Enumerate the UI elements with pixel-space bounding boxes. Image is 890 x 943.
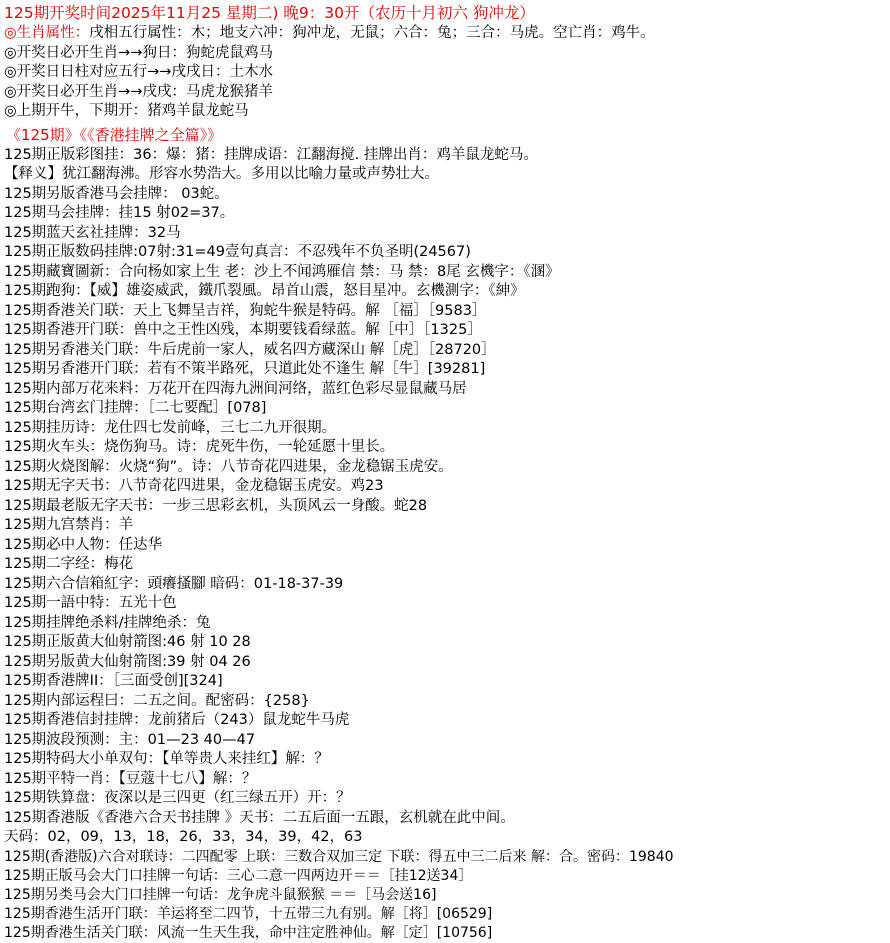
body-line-29: 125期香港信封挂牌：龙前猪后（243）鼠龙蛇牛马虎 bbox=[4, 712, 350, 728]
body-line-30: 125期波段预测：主：01—23 40—47 bbox=[4, 731, 256, 748]
body-line-26: 125期另版黄大仙射箭图:39 射 04 26 bbox=[4, 653, 251, 670]
body-line-2: 125期另版香港马会挂牌： 03蛇。 bbox=[4, 185, 229, 202]
body-line-4: 125期蓝天玄社挂牌：32马 bbox=[4, 224, 181, 241]
body-line-14: 125期挂历诗：龙仕四七发前峰，三七二九开很期。 bbox=[4, 419, 337, 436]
body-line-17: 125期无字天书：八节奇花四进果，金龙稳锯玉虎安。鸡23 bbox=[4, 478, 384, 494]
attribute-label-4: ◎上期开牛，下期开： bbox=[4, 103, 148, 119]
body-line-5: 125期正版数码挂牌:07射:31=49壹句真言：不忍残年不负圣明(24567) bbox=[4, 244, 471, 260]
attribute-label-2: ◎开奖日日柱对应五行→→戌戌日： bbox=[4, 64, 230, 80]
attribute-value-1: 狗蛇虎鼠鸡马 bbox=[185, 44, 273, 61]
attribute-row-2 bbox=[0, 63, 890, 83]
body-line-16: 125期火烧图解：火烧“狗”。诗：八节奇花四进果，金龙稳锯玉虎安。 bbox=[4, 458, 453, 475]
body-line-9: 125期香港开门联：兽中之王性凶残，本期要钱看绿蓝。解［中］［1325］ bbox=[4, 322, 482, 338]
attribute-row-3 bbox=[0, 83, 890, 103]
body-line-38: 125期另类马会大门口挂牌一句话：龙争虎斗鼠猴猴 ＝＝［马会送16] bbox=[4, 886, 437, 903]
body-line-8: 125期香港关门联：天上飞舞呈吉祥，狗蛇牛猴是特码。解 ［福］［9583］ bbox=[4, 302, 487, 319]
body-line-6: 125期藏寶圖新：合向杨如家上生 老：沙上不闻鸿雁信 禁：马 禁：8尾 玄機字：《溷》 bbox=[4, 263, 560, 280]
attribute-row-4 bbox=[0, 102, 890, 122]
body-line-0: 125期正版彩图挂：36：爆：猪：挂牌成语：江翻海搅. 挂牌出肖：鸡羊鼠龙蛇马。 bbox=[4, 146, 538, 163]
attribute-label-0: ◎生肖属性： bbox=[4, 25, 90, 41]
body-line-39: 125期香港生活开门联：羊运将至二四节，十五带三九有别。解［将］[06529] bbox=[4, 905, 493, 922]
body-line-32: 125期平特一肖：【豆蔻十七八】解：？ bbox=[4, 770, 257, 787]
body-line-27: 125期香港牌II：［三面受创][324] bbox=[4, 673, 223, 689]
body-line-28: 125期内部运程曰：二五之间。配密码：{258} bbox=[4, 692, 310, 709]
attribute-value-0: 戌相五行属性：木；地支六冲：狗冲龙，无鼠；六合：兔；三合：马虎。空亡肖：鸡牛。 bbox=[89, 25, 655, 41]
body-line-18: 125期最老版无字天书：一步三思彩玄机，头顶风云一身酸。蛇28 bbox=[4, 497, 428, 514]
attribute-row-0 bbox=[0, 24, 890, 44]
body-line-34: 125期香港版《香港六合天书挂牌 》天书：二五后面一五跟，玄机就在此中间。 bbox=[4, 809, 515, 826]
body-line-40: 125期香港生活关门联：风流一生天生我，命中注定胜神仙。解［定］[10756] bbox=[4, 924, 493, 941]
attribute-value-4: 猪鸡羊鼠龙蛇马 bbox=[147, 103, 249, 119]
attribute-label-3: ◎开奖日必开生肖→→戌戌： bbox=[4, 83, 186, 100]
body-line-36: 125期(香港版)六合对联诗：二四配零 上联：三数合双加三定 下联：得五中三二后来 解：合。密码：19840 bbox=[4, 848, 674, 865]
body-line-1: 【释义】犹江翻海沸。形容水势浩大。多用以比喻力量或声势壮大。 bbox=[4, 166, 439, 182]
body-line-33: 125期铁算盘：夜深以是三四更（红三绿五开）开：？ bbox=[4, 790, 351, 806]
attribute-value-3: 马虎龙猴猪羊 bbox=[185, 83, 273, 100]
attribute-value-2: 土木水 bbox=[229, 64, 273, 80]
body-line-23: 125期一語中特：五光十色 bbox=[4, 595, 177, 611]
body-line-15: 125期火车头：烧伤狗马。诗：虎死牛伤，一轮延愿十里长。 bbox=[4, 439, 395, 455]
body-line-11: 125期另香港开门联：若有不策半路死，只道此处不逢生 解［牛］[39281] bbox=[4, 361, 486, 377]
attribute-row-1 bbox=[0, 44, 890, 64]
body-line-20: 125期必中人物：任达华 bbox=[4, 536, 163, 553]
body-line-19: 125期九宫禁肖：羊 bbox=[4, 517, 134, 533]
body-line-22: 125期六合信箱紅字：頭癢搔腳 暗码：01-18-37-39 bbox=[4, 575, 344, 592]
body-line-31: 125期特码大小单双句：【单等贵人来挂红】解：？ bbox=[4, 751, 329, 767]
body-line-35: 天码：02，09，13，18，26，33，34，39，42，63 bbox=[4, 829, 363, 845]
body-line-12: 125期内部万花来料：万花开在四海九洲间河络，蓝红色彩尽显鼠藏马居 bbox=[4, 380, 467, 397]
body-line-3: 125期马会挂牌：挂15 射02=37。 bbox=[4, 205, 235, 221]
attribute-label-1: ◎开奖日必开生肖→→狗日： bbox=[4, 44, 186, 61]
body-line-13: 125期台湾玄门挂牌：［二七要配］[078] bbox=[4, 400, 267, 416]
body-line-7: 125期跑狗：【威】雄姿威武，鐵爪裂風。昂首山震，怒目星冲。玄機測字：《紳》 bbox=[4, 283, 525, 299]
body-line-25: 125期正版黄大仙射箭图:46 射 10 28 bbox=[4, 634, 251, 650]
body-line-21: 125期二字经：梅花 bbox=[4, 556, 134, 572]
draw-time-header: 125期开奖时间2025年11月25 星期二) 晚9：30开（农历十月初六 狗冲龙） bbox=[4, 4, 535, 22]
body-line-37: 125期正版马会大门口挂牌一句话：三心二意一四两边开＝＝［挂12送34］ bbox=[4, 867, 473, 884]
section-title: 《125期》《《香港挂牌之全篇》》 bbox=[6, 125, 223, 144]
body-line-24: 125期挂牌绝杀料/挂牌绝杀：兔 bbox=[4, 614, 211, 631]
body-line-10: 125期另香港关门联：牛后虎前一家人，威名四方藏深山 解［虎］［28720］ bbox=[4, 341, 496, 358]
